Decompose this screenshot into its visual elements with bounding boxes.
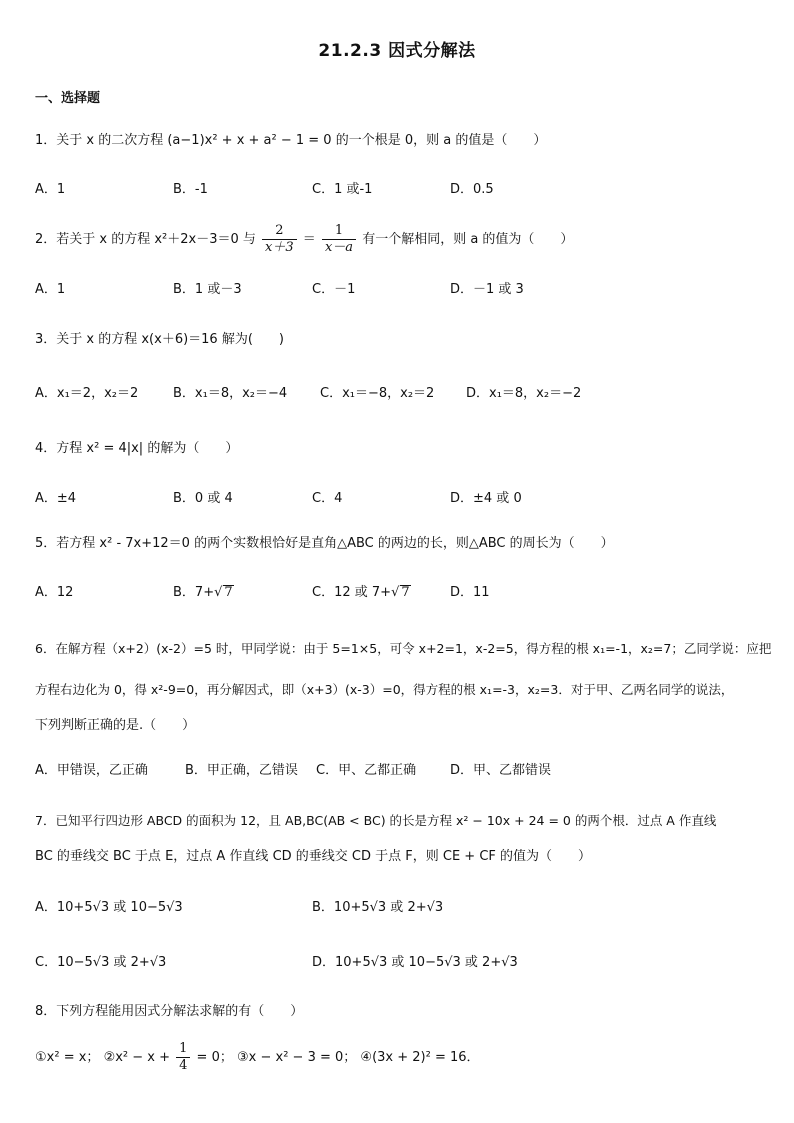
question-1-stem: 1．关于 x 的二次方程 (a−1)x² + x + a² − 1 = 0 的一个根是 0，则 a 的值是（ ） bbox=[35, 133, 547, 148]
q7-option-d: D．10+5√3 或 10−5√3 或 2+√3 bbox=[312, 955, 518, 970]
q3-option-a: A．x₁＝2，x₂＝2 bbox=[35, 386, 139, 401]
q2-stem-post: 有一个解相同，则 a 的值为（ ） bbox=[362, 232, 574, 247]
section-heading: 一、选择题 bbox=[35, 91, 101, 106]
q5-option-c bbox=[312, 584, 411, 602]
q8-fraction bbox=[176, 1041, 190, 1074]
q1-option-c: C．1 或-1 bbox=[312, 182, 373, 197]
q4-option-b: B．0 或 4 bbox=[173, 491, 233, 506]
q2-stem-pre: 2．若关于 x 的方程 x²＋2x－3＝0 与 bbox=[35, 232, 256, 247]
q8-fraction-num: 1 bbox=[176, 1041, 190, 1058]
q2-option-c: C．－1 bbox=[312, 282, 356, 297]
q8-item-3: ③x − x² − 3 = 0； bbox=[237, 1050, 357, 1065]
q4-option-d: D．±4 或 0 bbox=[450, 491, 522, 506]
q4-option-a: A．±4 bbox=[35, 491, 77, 506]
q5-option-a: A．12 bbox=[35, 585, 74, 600]
sqrt-icon: √ bbox=[391, 585, 400, 600]
q7-option-b: B．10+5√3 或 2+√3 bbox=[312, 900, 444, 915]
question-6-line-2: 方程右边化为 0，得 x²-9=0，再分解因式，即（x+3）(x-3）=0，得方程的根 x₁=-3，x₂=3．对于甲、乙两名同学的说法， bbox=[35, 682, 734, 697]
q8-item-2-pre: ②x² − x + bbox=[103, 1050, 175, 1065]
question-8-items bbox=[35, 1040, 480, 1076]
q2-fraction-1 bbox=[262, 223, 297, 256]
q4-option-c: C．4 bbox=[312, 491, 343, 506]
q5-option-c-radicand: 7 bbox=[401, 585, 410, 600]
q3-option-c: C．x₁＝−8，x₂＝2 bbox=[320, 386, 435, 401]
q2-option-a: A．1 bbox=[35, 282, 66, 297]
q6-option-a: A．甲错误，乙正确 bbox=[35, 763, 148, 778]
q8-item-2-post: = 0； bbox=[192, 1050, 233, 1065]
page-title: 21.2.3 因式分解法 bbox=[318, 41, 476, 61]
q2-fraction-1-num: 2 bbox=[262, 223, 297, 240]
q3-option-b: B．x₁＝8，x₂＝−4 bbox=[173, 386, 288, 401]
question-7-line-2: BC 的垂线交 BC 于点 E，过点 A 作直线 CD 的垂线交 CD 于点 F，则 CE + CF 的值为（ ） bbox=[35, 849, 592, 864]
q6-option-c: C．甲、乙都正确 bbox=[316, 763, 417, 778]
q5-option-b-text: B．7+ bbox=[173, 585, 215, 600]
q2-option-b: B．1 或－3 bbox=[173, 282, 242, 297]
question-6-line-1: 6．在解方程（x+2）(x-2）=5 时，甲同学说：由于 5=1×5，可令 x+2=1，x-2=5，得方程的根 x₁=-1，x₂=7；乙同学说：应把 bbox=[35, 641, 772, 656]
question-6-line-3: 下列判断正确的是.（ ） bbox=[35, 718, 196, 733]
q8-fraction-den: 4 bbox=[179, 1058, 188, 1073]
q5-option-b bbox=[173, 584, 234, 602]
question-2-stem bbox=[35, 222, 573, 258]
q6-option-b: B．甲正确，乙错误 bbox=[185, 763, 298, 778]
q1-option-b: B．-1 bbox=[173, 182, 208, 197]
q1-option-a: A．1 bbox=[35, 182, 66, 197]
question-5-stem: 5．若方程 x² - 7x+12＝0 的两个实数根恰好是直角△ABC 的两边的长，则△ABC 的周长为（ ） bbox=[35, 536, 614, 551]
question-8-stem: 8．下列方程能用因式分解法求解的有（ ） bbox=[35, 1004, 304, 1019]
q2-fraction-2-den: x－a bbox=[324, 240, 354, 255]
q5-option-b-radicand: 7 bbox=[224, 585, 233, 600]
q2-fraction-2 bbox=[322, 223, 356, 256]
sqrt-icon: √ bbox=[214, 585, 223, 600]
q3-option-d: D．x₁＝8，x₂＝−2 bbox=[466, 386, 582, 401]
question-3-stem: 3．关于 x 的方程 x(x＋6)＝16 解为( ) bbox=[35, 332, 284, 347]
q2-option-d: D．－1 或 3 bbox=[450, 282, 524, 297]
q5-option-d: D．11 bbox=[450, 585, 490, 600]
q8-item-4: ④(3x + 2)² = 16． bbox=[360, 1050, 480, 1065]
q2-fraction-2-num: 1 bbox=[322, 223, 356, 240]
q6-option-d: D．甲、乙都错误 bbox=[450, 763, 552, 778]
q8-item-1: ①x² = x； bbox=[35, 1050, 100, 1065]
q2-equals: ＝ bbox=[302, 232, 316, 247]
q7-option-c: C．10−5√3 或 2+√3 bbox=[35, 955, 167, 970]
q7-option-a: A．10+5√3 或 10−5√3 bbox=[35, 900, 183, 915]
q1-option-d: D．0.5 bbox=[450, 182, 494, 197]
question-7-line-1: 7．已知平行四边形 ABCD 的面积为 12，且 AB,BC(AB < BC) 的长是方程 x² − 10x + 24 = 0 的两个根．过点 A 作直线 bbox=[35, 813, 717, 828]
q2-fraction-1-den: x＋3 bbox=[265, 240, 294, 255]
q5-option-c-text: C．12 或 7+ bbox=[312, 585, 392, 600]
question-4-stem: 4．方程 x² = 4|x| 的解为（ ） bbox=[35, 441, 239, 456]
